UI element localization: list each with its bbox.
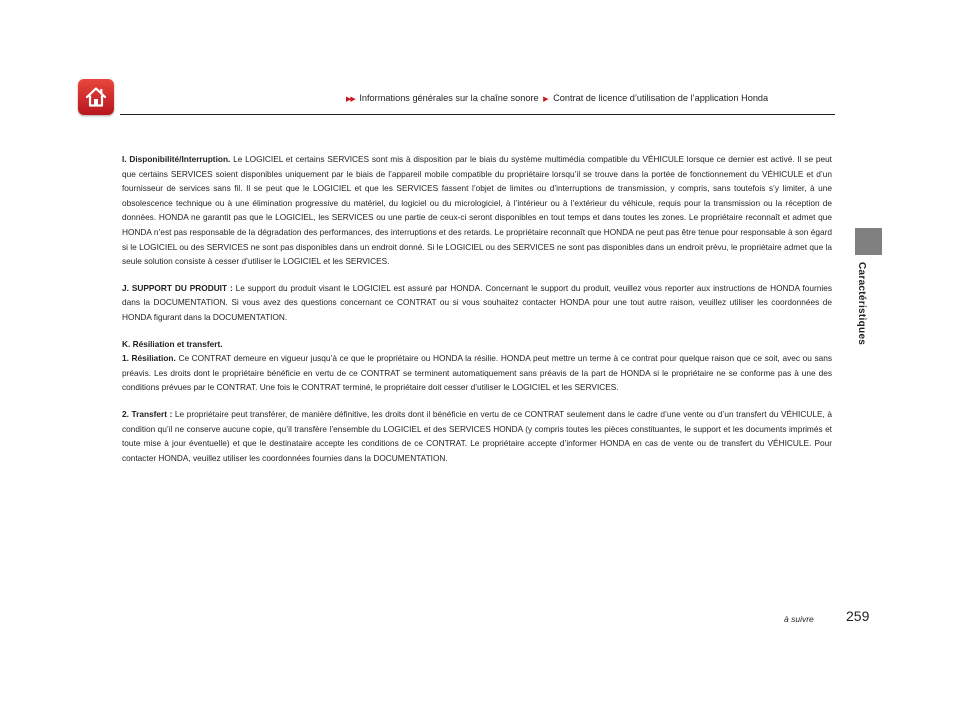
section-heading: K. Résiliation et transfert. [122,338,223,349]
section-heading: I. Disponibilité/Interruption. [122,154,231,164]
subsection-heading: 2. Transfert : [122,408,173,419]
section-transfer [122,407,832,465]
subsection-heading: 1. Résiliation. [122,353,176,364]
subsection-text: Ce CONTRAT demeure en vigueur jusqu’à ce que le propriétaire ou HONDA la résilie. HONDA peut mettre un terme à ce contrat pour quelque raison que ce soit, avec ou sans préavis. Les droits dont le propriétaire bénéficie en vertu de ce CONTRAT se terminent automatiquement sans préavis de la part de HONDA si le propriétaire ne se conforme pas à une des conditions prévues par le CONTRAT. Une fois le CONTRAT terminé, le propriétaire doit cesser d’utiliser le LOGICIEL et les SERVICES. [122,353,833,393]
page-content [122,152,832,477]
subsection-text: Le propriétaire peut transférer, de manière définitive, les droits dont il bénéficie en vertu de ce CONTRAT seulement dans le cadre d’une vente ou d’un transfert du VÉHICULE, à condition qu’il ne conserve aucune copie, qu’il transfère l’ensemble du LOGICIEL et des SERVICES HONDA (y compris toutes les pièces constituantes, le support et les documents imprimés et toute mise à jour éventuelle) et que le destinataire accepte les conditions de ce CONTRAT. Le propriétaire accepte d’informer HONDA en cas de vente ou de transfert du VÉHICULE. Pour contacter HONDA, veuillez utiliser les coordonnées fournies dans la DOCUMENTATION. [122,408,832,463]
header-divider [120,114,835,115]
section-text: Le support du produit visant le LOGICIEL est assuré par HONDA. Concernant le support du produit, veuillez vous reporter aux instructions de HONDA fournies dans la DOCUMENTATION. Si vous avez des questions concernant ce CONTRAT ou si vous souhaitez contacter HONDA pour une tout autre raison, veuillez utiliser les coordonnées de HONDA figurant dans la DOCUMENTATION. [122,282,832,322]
side-tab-marker[interactable] [855,228,882,255]
home-icon [83,84,109,110]
page-number: 259 [846,608,870,624]
continue-label: à suivre [784,614,814,624]
section-termination [122,337,832,395]
side-tab-label[interactable]: Caractéristiques [856,262,867,346]
double-triangle-arrow-icon: ▶▶ [346,96,355,103]
section-heading: J. SUPPORT DU PRODUIT : [122,282,233,293]
section-availability [122,152,832,269]
breadcrumb-item-audio-info[interactable]: Informations générales sur la chaîne sonore [359,93,539,103]
home-button[interactable] [78,79,114,115]
breadcrumb-item-license[interactable]: Contrat de licence d’utilisation de l’application Honda [553,93,769,103]
section-support [122,281,832,325]
section-text: Le LOGICIEL et certains SERVICES sont mis à disposition par le biais du système multimédia compatible du VÉHICULE lorsque ce dernier est activé. Il se peut que certains SERVICES soient disponibles uniquement par le biais de l’appareil mobile compatible du propriétaire lorsqu’il se trouve dans la portée de fonctionnement du VÉHICULE et d’un fournisseur de services sans fil. Il se peut que le LOGICIEL et que les SERVICES fassent l’objet de limites ou d’interruptions de transmission, y compris, sans toutefois s’y limiter, à une obsolescence technique ou à une élimination progressive du matériel, du logiciel ou du micrologiciel, à l’intérieur ou à l’extérieur du véhicule, requis pour la transmission ou la réception de données. HONDA ne garantit pas que le LOGICIEL, les SERVICES ou une partie de ceux-ci seront disponibles en tout temps et dans toutes les zones. Le propriétaire reconnaît et admet que HONDA n’est pas responsable de la dégradation des performances, des interruptions et des retards. Le propriétaire reconnaît que HONDA ne peut pas être tenue pour responsable à son égard si le LOGICIEL ou des SERVICES ne sont pas disponibles dans un endroit donné. Si le LOGICIEL ou des SERVICES ne sont pas disponibles dans un endroit prévu, le propriétaire admet que la seule solution consiste à cesser d’utiliser le LOGICIEL et les SERVICES. [122,154,832,267]
triangle-arrow-icon: ▶ [543,96,549,103]
breadcrumb [346,93,768,103]
